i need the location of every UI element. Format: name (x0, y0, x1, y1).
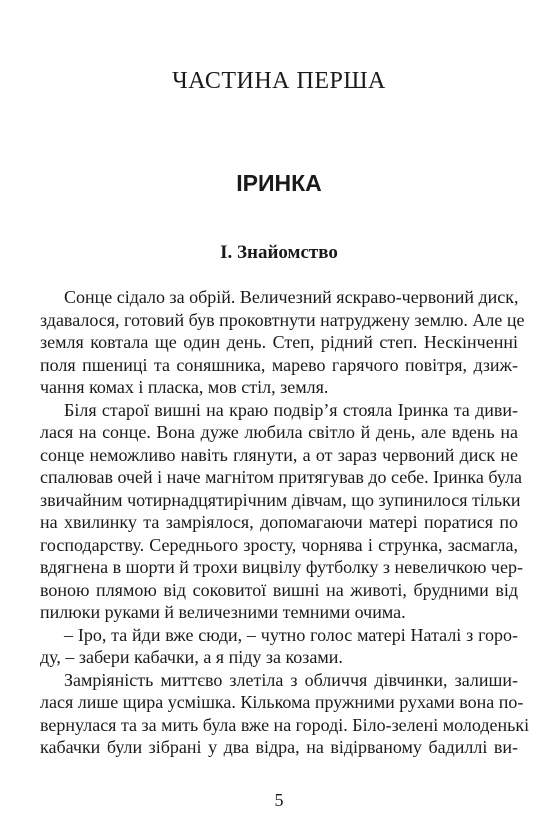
text-line: вернулася та за мить була вже на городі. Біло-зелені молоденькі (40, 714, 530, 735)
text-line: на хвилинку та замріялося, допомагаючи матері поратися по (40, 512, 518, 532)
paragraph (40, 399, 523, 624)
text-line: здавалося, готовий був проковтнути натруджену землю. Але це (40, 309, 525, 330)
paragraph (40, 624, 518, 669)
text-line: воною плямою від соковитої вишні на животі, брудними від (40, 579, 518, 600)
text-line: пилюки руками й величезними темними очима. (40, 602, 406, 622)
text-line: земля ковтала ще один день. Степ, рідний степ. Нескінченні (40, 332, 518, 352)
text-line: Замріяність миттєво злетіла з обличчя дівчинки, залиши- (64, 669, 518, 690)
paragraph (40, 669, 530, 759)
text-line: ду, – забери кабачки, а я піду за козами. (40, 647, 343, 667)
text-line: лася лише щира усмішка. Кількома пружними рухами вона по- (40, 692, 524, 712)
text-line: поля пшениці та соняшника, марево гарячого повітря, дзиж- (40, 354, 518, 375)
text-line: лася на сонце. Вона дуже любила світло й день, але вдень на (40, 422, 518, 442)
chapter-title: ІРИНКА (236, 170, 322, 196)
text-line: – Іро, та йди вже сюди, – чутно голос матері Наталі з горо- (64, 624, 518, 645)
text-line: чання комах і пласка, мов стіл, земля. (40, 377, 329, 397)
text-line: звичайним чотирнадцятирічним дівчам, що зупинилося тільки (40, 489, 521, 510)
text-line: сонце неможливо навіть глянути, а от зараз червоний диск не (40, 444, 518, 465)
text-line: кабачки були зібрані у два відра, на відірваному бадиллі ви- (40, 737, 518, 757)
text-line: господарству. Середнього зросту, чорнява і струнка, засмагла, (40, 534, 518, 555)
text-line: вдягнена в шорти й трохи вицвілу футболку з невеличкою чер- (40, 557, 523, 577)
part-title: ЧАСТИНА ПЕРША (172, 68, 386, 94)
page-number: 5 (274, 790, 284, 810)
paragraph (40, 286, 525, 399)
text-line: Біля старої вишні на краю подвір’я стояла Іринка та диви- (64, 399, 518, 420)
body-text (40, 286, 530, 759)
text-line: спалював очей і наче магнітом притягував до себе. Іринка була (40, 467, 523, 487)
text-line: Сонце сідало за обрій. Величезний яскраво-червоний диск, (64, 287, 519, 307)
section-title: І. Знайомство (220, 242, 338, 263)
